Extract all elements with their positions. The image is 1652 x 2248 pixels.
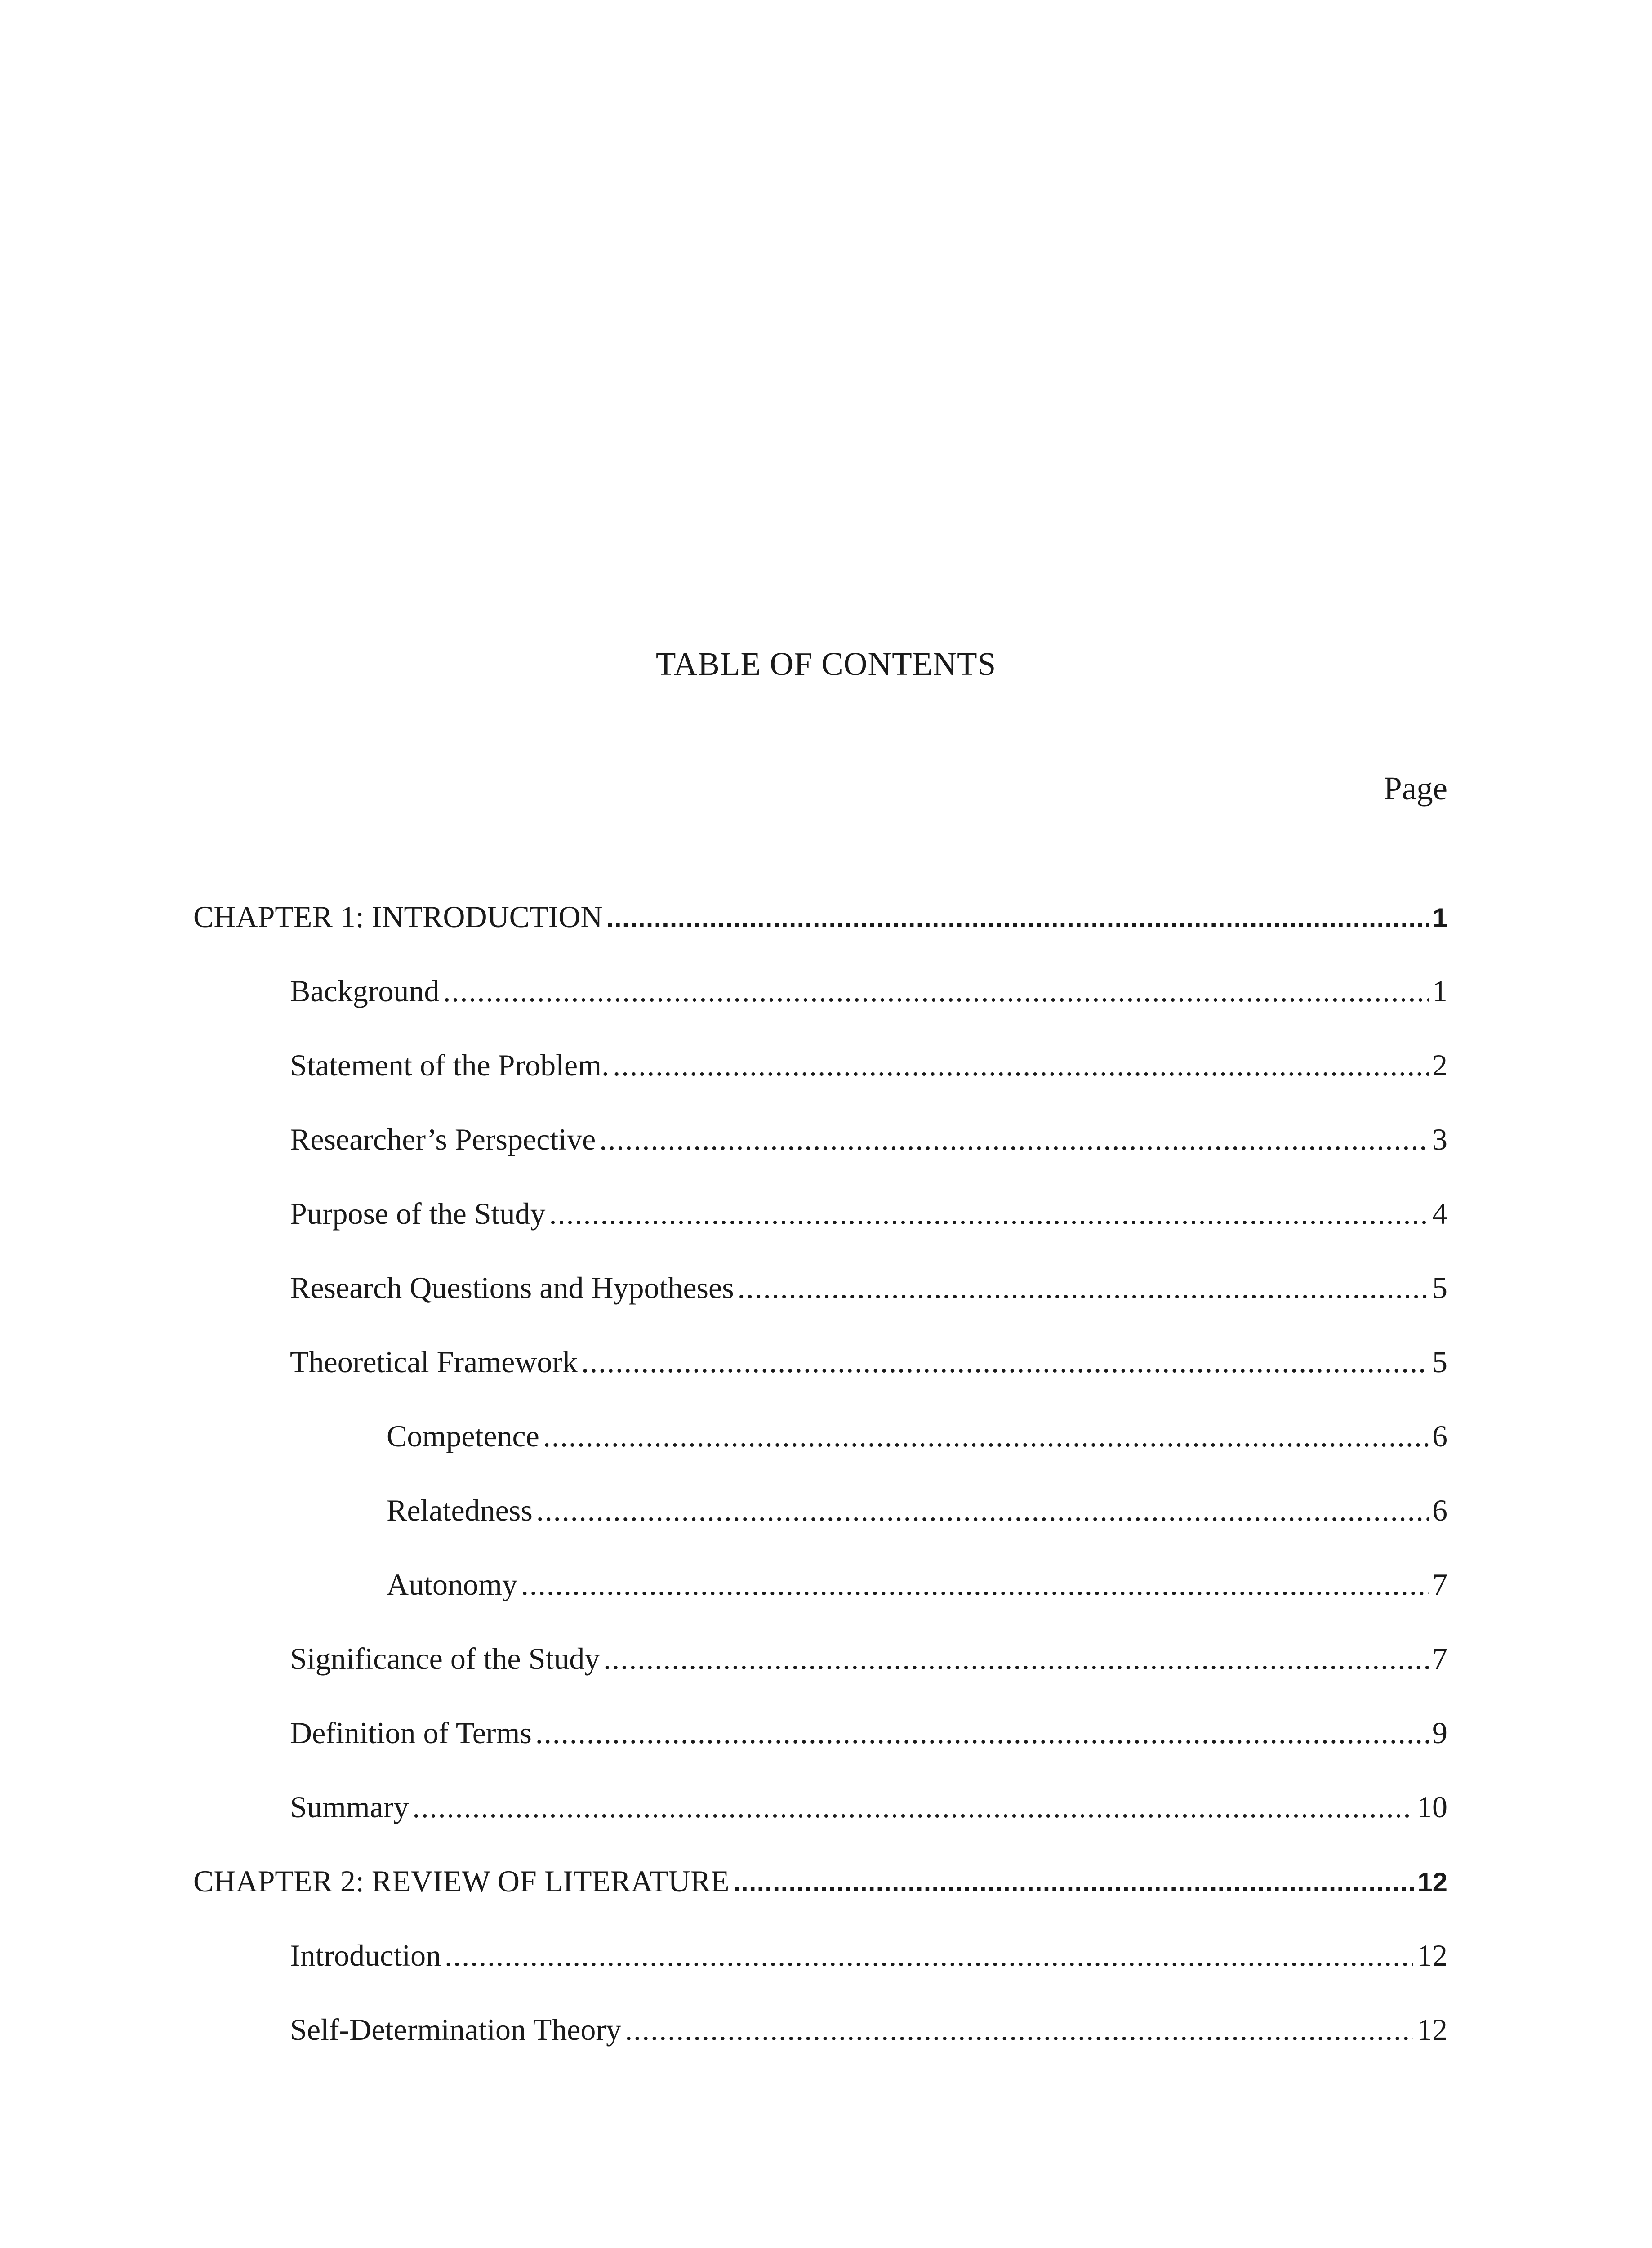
toc-entry-label: Summary [290,1790,409,1824]
toc-entry-page: 6 [1432,1419,1447,1453]
toc-entry-page: 2 [1432,1048,1447,1082]
toc-entry-page: 9 [1432,1716,1447,1750]
toc-entry-label: CHAPTER 2: REVIEW OF LITERATURE [193,1864,730,1898]
toc-entry-leader [543,1418,1429,1454]
toc-entry-page: 3 [1432,1122,1447,1156]
toc-entry-leader [613,1048,1429,1083]
page-column-label: Page [1384,770,1447,807]
toc-entry[interactable] [193,1715,1447,1789]
toc-entry-label: Researcher’s Perspective [290,1122,596,1156]
toc-entry-label: Competence [387,1419,539,1453]
toc-entry-leader [738,1270,1429,1306]
toc-entry-label: Relatedness [387,1493,533,1527]
toc-entry[interactable] [193,1641,1447,1715]
toc-entry-leader [581,1344,1429,1380]
toc-entry-page: 6 [1432,1493,1447,1527]
toc-entry-leader [412,1789,1413,1825]
toc-entry-page: 5 [1432,1345,1447,1379]
toc-entry-page: 12 [1417,1938,1447,1972]
toc-entry[interactable] [193,1567,1447,1641]
toc-entry-page: 10 [1417,1790,1447,1824]
toc-entry[interactable] [193,1938,1447,2012]
toc-entry-leader [549,1196,1429,1231]
toc-entry[interactable] [193,1270,1447,1344]
toc-entry[interactable] [193,1122,1447,1196]
toc-entry[interactable] [193,1493,1447,1567]
toc-entry-leader [443,973,1429,1009]
toc-entry-leader [535,1715,1429,1751]
toc-entry-label: Purpose of the Study [290,1196,546,1231]
toc-entry-page: 1 [1432,974,1447,1008]
toc-entry-leader [521,1567,1429,1602]
toc-entry[interactable] [193,1344,1447,1418]
toc-entry-label: Autonomy [387,1567,517,1601]
toc-entry[interactable] [193,1418,1447,1493]
toc-entry-label: Definition of Terms [290,1716,532,1750]
toc-entry-page: 5 [1432,1271,1447,1305]
toc-entry-leader [733,1867,1414,1898]
toc-entry-label: Statement of the Problem. [290,1048,610,1082]
toc-entry[interactable] [193,973,1447,1048]
toc-entry[interactable] [193,1048,1447,1122]
toc-entry-leader [603,1641,1429,1677]
toc-entry-label: CHAPTER 1: INTRODUCTION [193,900,603,934]
toc-entry-label: Theoretical Framework [290,1345,578,1379]
toc-entry-page: 7 [1432,1567,1447,1601]
toc-entry[interactable] [193,1196,1447,1270]
toc-entry[interactable] [193,899,1447,973]
toc-entry-page: 1 [1432,903,1447,933]
toc-entry-page: 4 [1432,1196,1447,1231]
toc-entry-leader [599,1122,1429,1157]
toc-entry-page: 12 [1417,2012,1447,2047]
toc-list [193,899,1447,2086]
toc-title: TABLE OF CONTENTS [655,646,997,682]
toc-entry-page: 7 [1432,1641,1447,1676]
toc-entry-label: Research Questions and Hypotheses [290,1271,734,1305]
toc-entry[interactable] [193,2012,1447,2086]
toc-entry-label: Introduction [290,1938,441,1972]
toc-entry-leader [536,1493,1429,1528]
toc-entry[interactable] [193,1789,1447,1864]
toc-entry-leader [606,902,1429,933]
toc-entry-label: Significance of the Study [290,1641,600,1676]
toc-entry-label: Background [290,974,440,1008]
toc-entry-label: Self-Determination Theory [290,2012,622,2047]
toc-entry[interactable] [193,1864,1447,1938]
toc-entry-leader [625,2012,1413,2047]
toc-entry-page: 12 [1417,1867,1447,1897]
toc-entry-leader [445,1938,1413,1973]
